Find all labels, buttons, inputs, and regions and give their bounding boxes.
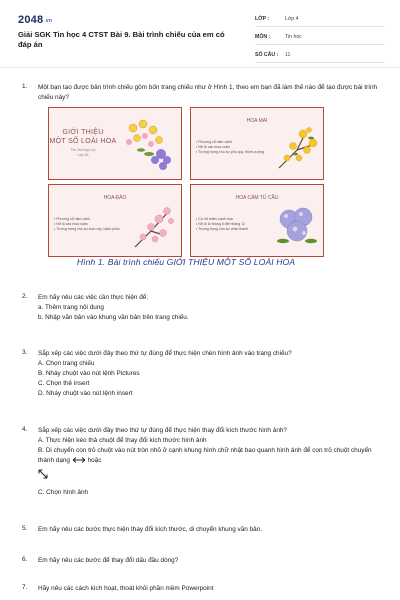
- slide-bullet: • Tượng trưng cho sự phú quý, thịnh vượng: [196, 150, 265, 154]
- slide-heading: HOA ĐÀO: [103, 195, 127, 201]
- figure-caption: Hình 1. Bài trình chiếu GIỚI THIỆU MỘT SỐ LOÀI HOA: [76, 257, 296, 267]
- answer-option: A. Thực hiện kéo thả chuột để thay đổi kích thước hình ảnh: [38, 437, 207, 444]
- apricot-blossom-image: [275, 124, 319, 172]
- answer-option: C. Chọn hình ảnh: [38, 489, 89, 496]
- slide-heading: HOA MAI: [246, 118, 268, 124]
- hydrangea-image: [273, 203, 319, 249]
- question-text: Em hãy nêu các bước thực hiện thay đổi kích thước, di chuyển khung văn bản.: [38, 526, 263, 533]
- slide-bullets: [54, 217, 120, 232]
- question-text: Sắp xếp các việc dưới đây theo thứ tự đúng để thực hiện thay đổi kích thước hình ảnh?: [38, 427, 287, 434]
- slide-bullet: • Nở lộ vào mùa xuân: [196, 145, 230, 149]
- meta-value: Tin học: [285, 34, 302, 40]
- slides-figure: [48, 107, 324, 272]
- slide-bullet: • Có rất nhiều cánh hoa: [196, 217, 233, 221]
- question-text: Sắp xếp các việc dưới đây theo thứ tự đúng để thực hiện chèn hình ảnh vào trang chiếu?: [38, 350, 292, 357]
- slide-hoa-mai: [190, 107, 324, 180]
- flower-bouquet-image: [115, 114, 177, 176]
- meta-key: LỚP :: [255, 16, 270, 22]
- question-number: 2.: [22, 293, 28, 300]
- question-number: 3.: [22, 349, 28, 356]
- question-number: 4.: [22, 426, 28, 433]
- slide-bullet: • Tượng trưng cho sự chân thành: [196, 227, 249, 231]
- question-text: Em hãy nêu các bước để thay đổi dấu đầu dòng?: [38, 557, 179, 564]
- page-title: Giải SGK Tin học 4 CTST Bài 9. Bài trình chiếu của em có đáp án: [18, 30, 225, 49]
- meta-key: MÔN :: [255, 34, 271, 40]
- slide-bullet: • Tượng trưng cho sự sum vầy, hạnh phúc: [54, 227, 120, 231]
- document-meta: [255, 16, 385, 70]
- slide-subtitle: Tên Trường Lớp: [70, 148, 96, 152]
- meta-value: 11: [285, 52, 291, 58]
- question-text: Em hãy nêu các việc cần thực hiện để:: [38, 294, 149, 301]
- question-body: [38, 293, 382, 323]
- answer-option: D. Nháy chuột vào nút lệnh insert: [38, 390, 133, 397]
- diagonal-resize-cursor-icon: [38, 469, 48, 479]
- slide-bullet: • Phương cổ năm cánh: [196, 140, 233, 144]
- meta-row-count: [255, 52, 385, 63]
- question-body: [38, 349, 382, 399]
- site-logo[interactable]: 2048.vn: [18, 14, 53, 26]
- cursor-icon-row: [38, 466, 382, 482]
- slide-hoa-cam-tu-cau: [190, 184, 324, 257]
- slide-bullets: [196, 217, 248, 232]
- meta-row-class: [255, 16, 385, 27]
- slide-bullets: [196, 140, 264, 155]
- meta-key: SỐ CÂU :: [255, 52, 279, 58]
- question-number: 7.: [22, 584, 28, 591]
- answer-option: b. Nhập văn bản vào khung văn bản trên trang chiếu.: [38, 314, 189, 321]
- answer-option: B. Di chuyển con trỏ chuột vào nút tròn nhỏ ở cạnh khung hình chữ nhật bao quanh hình ảnh để con trỏ chuột chuyển thành dạng hoặc: [38, 447, 372, 464]
- slide-bullet: • Nở lộ từ tháng 5 đến tháng 12: [196, 222, 246, 226]
- slide-title: [48, 107, 182, 180]
- meta-value: Lớp 4: [285, 16, 299, 22]
- slide-subtitle: Lớp 4A: [77, 153, 89, 157]
- slide-heading: HOA CẨM TÚ CẦU: [235, 195, 279, 201]
- question-body: [38, 426, 382, 498]
- answer-option: a. Thêm trang nội dung: [38, 304, 104, 311]
- slide-heading: MỘT SỐ LOÀI HOA: [49, 138, 117, 145]
- peach-blossom-image: [129, 201, 177, 251]
- answer-option: A. Chọn trang chiếu: [38, 360, 95, 367]
- slide-bullet: • Phương cổ năm cánh: [54, 217, 91, 221]
- answer-option: B. Nháy chuột vào nút lệnh Pictures: [38, 370, 140, 377]
- slide-heading: GIỚI THIỆU: [62, 129, 104, 136]
- slide-hoa-dao: [48, 184, 182, 257]
- answer-option: C. Chọn thẻ insert: [38, 380, 90, 387]
- question-text: Hãy nêu các cách kích hoạt, thoát khỏi phần mềm Powerpoint: [38, 585, 214, 592]
- question-number: 5.: [22, 525, 28, 532]
- question-text: Một bạn tạo được bản trình chiếu gồm bốn trang chiếu như ở Hình 1, theo em bạn đã làm thế nào để tạo được bài trình chiếu này?: [38, 84, 378, 101]
- meta-row-subject: [255, 34, 385, 45]
- question-number: 6.: [22, 556, 28, 563]
- slide-bullet: • Nở lộ vào mùa xuân: [54, 222, 88, 226]
- document-header: [0, 0, 400, 68]
- horizontal-resize-cursor-icon: [72, 457, 86, 463]
- question-number: 1.: [22, 83, 28, 90]
